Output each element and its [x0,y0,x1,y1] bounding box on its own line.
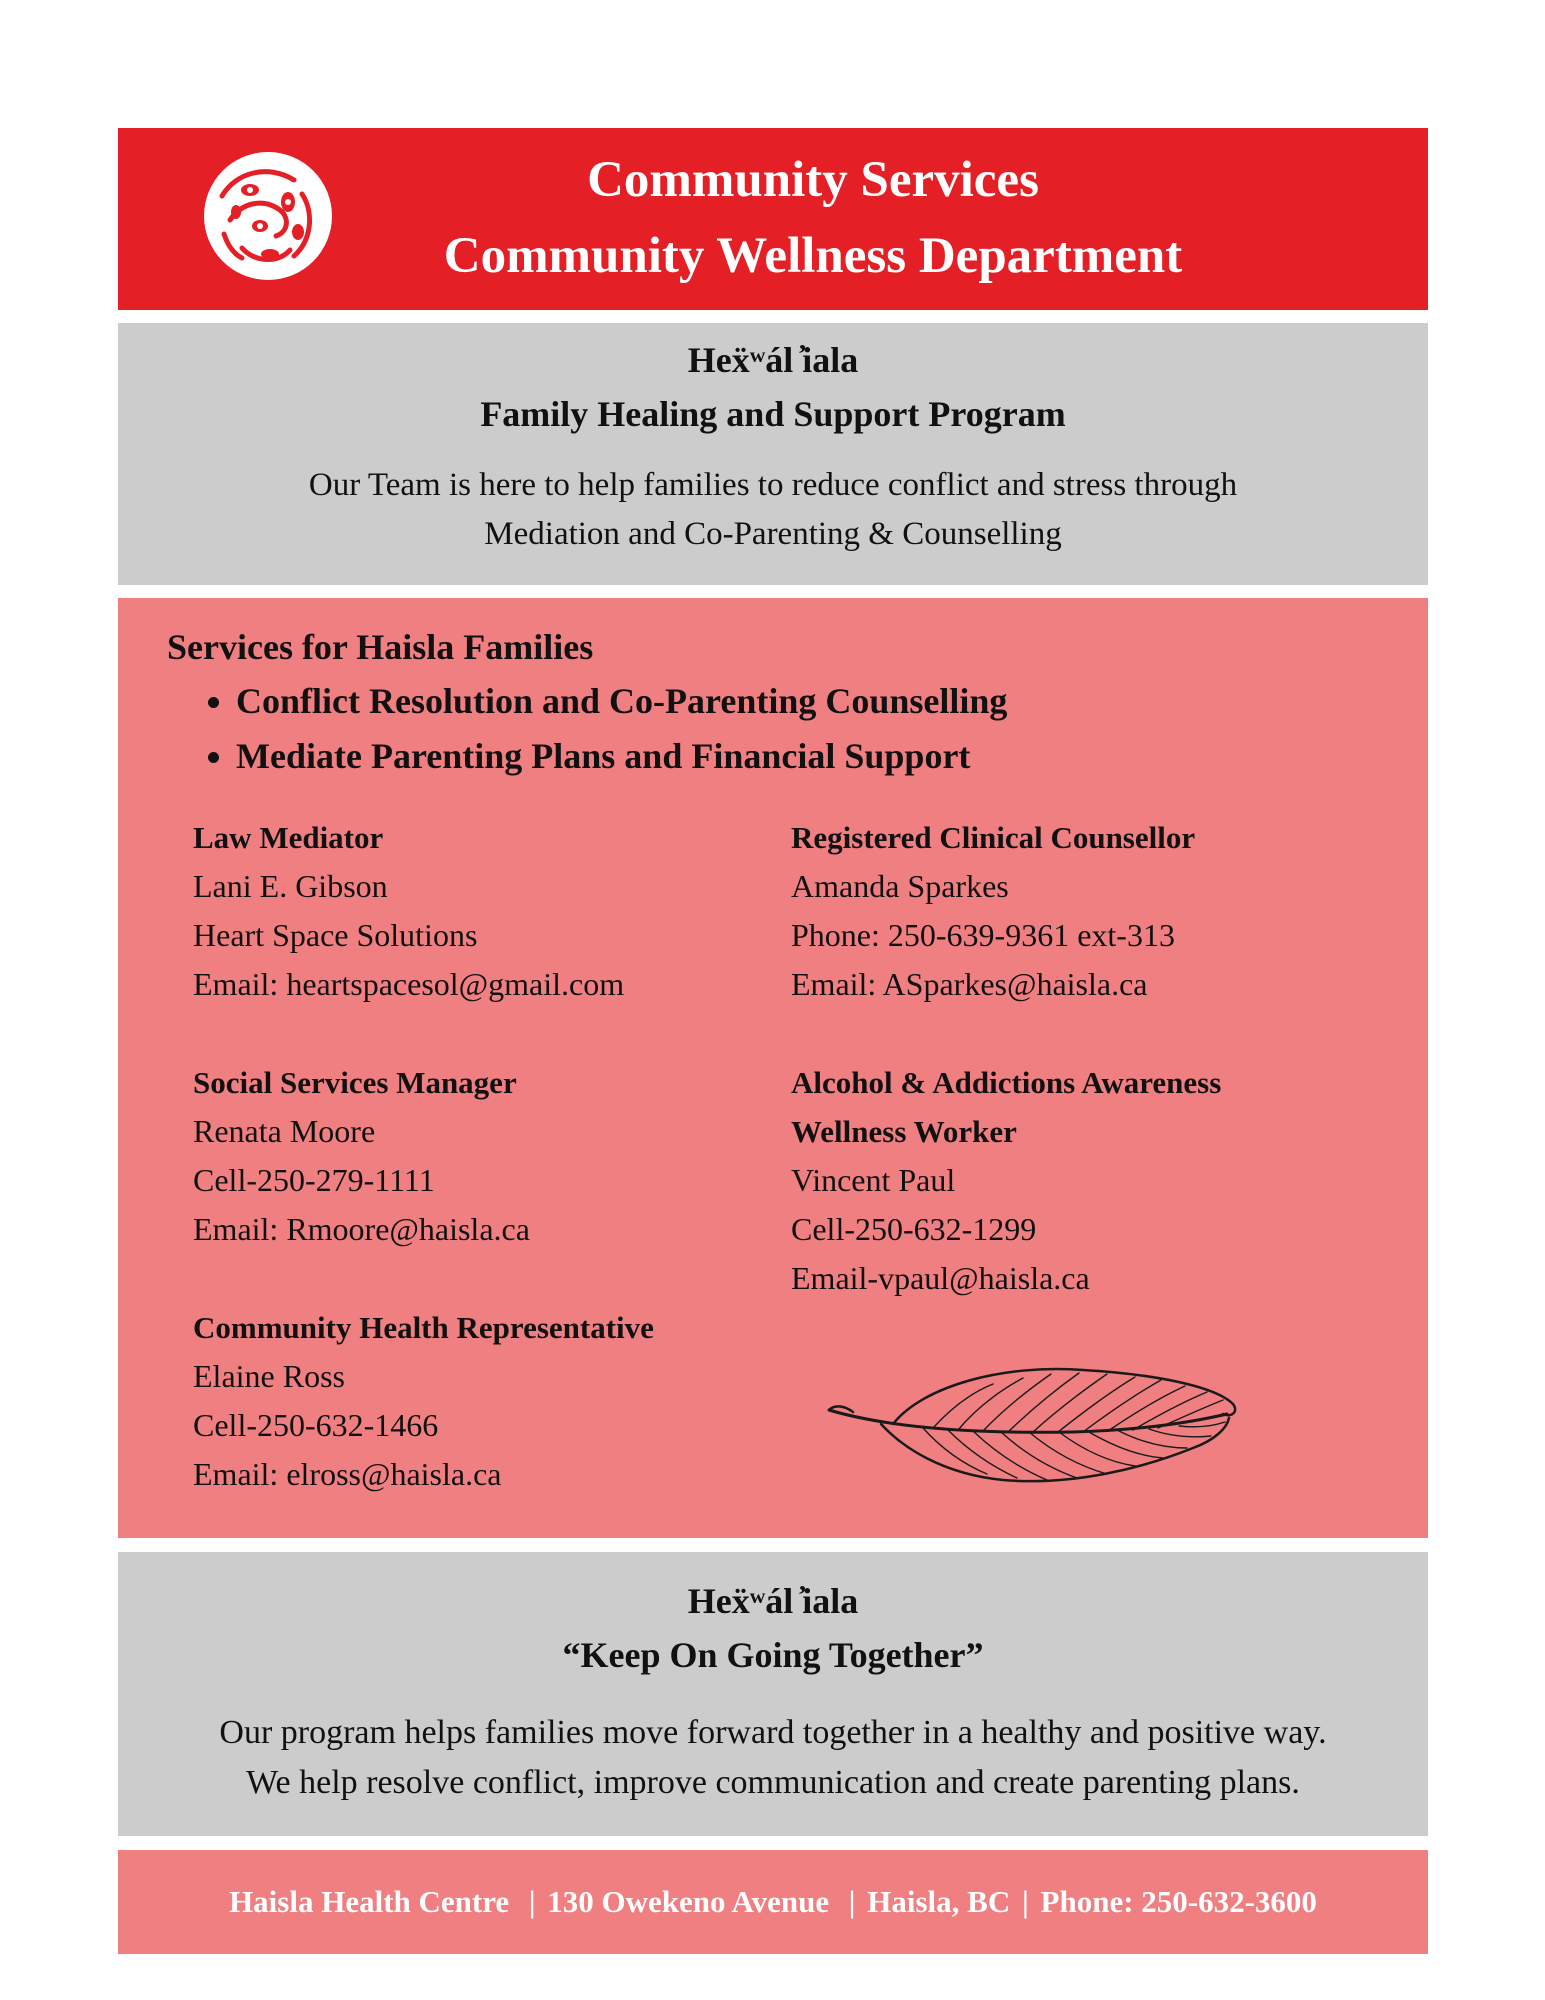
services-list-item: • Mediate Parenting Plans and Financial Support [236,729,1007,784]
contact-name: Renata Moore [193,1113,376,1149]
contact-name: Lani E. Gibson [193,868,388,904]
services-panel [118,598,1428,1538]
program-panel [118,323,1428,585]
header-title: Community Services [587,152,1039,208]
contact-cell: Cell-250-632-1466 [193,1407,439,1443]
program-desc-line: Mediation and Co-Parenting & Counselling [484,516,1062,552]
motto-native-name: Heẍʷál ̓iala [687,1581,859,1621]
contact-organization: Heart Space Solutions [193,917,478,953]
contact-email: Email: elross@haisla.ca [193,1456,502,1492]
contact-phone: Phone: 250-639-9361 ext-313 [791,917,1175,953]
program-desc-line: Our Team is here to help families to reduce conflict and stress through [308,467,1238,503]
motto-desc-line: We help resolve conflict, improve communication and create parenting plans. [246,1764,1300,1801]
services-list [188,674,1007,784]
footer-separator: | [840,1884,856,1919]
contact-role: Community Health Representative [193,1310,654,1345]
header-subtitle: Community Wellness Department [443,228,1183,284]
footer-bar [118,1850,1428,1954]
services-list-item: • Conflict Resolution and Co-Parenting Counselling [236,674,1007,729]
contact-role-continued: Wellness Worker [791,1114,1017,1149]
contact-law-mediator [193,813,624,1009]
footer-separator: | [1021,1884,1029,1919]
footer-address: 130 Owekeno Avenue [547,1884,830,1919]
contact-role: Alcohol & Addictions Awareness [791,1065,1222,1100]
footer-separator: | [520,1884,536,1919]
contact-email: Email-vpaul@haisla.ca [791,1260,1090,1296]
contact-email: Email: heartspacesol@gmail.com [193,966,625,1002]
footer-town: Haisla, BC [867,1884,1011,1919]
program-native-name: Heẍʷál ̓iala [687,340,859,380]
contact-name: Amanda Sparkes [791,868,1009,904]
feather-icon [823,1356,1243,1496]
contact-cell: Cell-250-279-1111 [193,1162,435,1198]
motto-tagline: “Keep On Going Together” [562,1635,984,1675]
program-name: Family Healing and Support Program [480,394,1066,434]
motto-panel [118,1552,1428,1836]
footer-place: Haisla Health Centre [229,1884,510,1919]
contact-cell: Cell-250-632-1299 [791,1211,1037,1247]
contact-clinical-counsellor [791,813,1195,1009]
contact-role: Registered Clinical Counsellor [791,820,1196,855]
contact-health-representative [193,1303,654,1499]
motto-desc-line: Our program helps families move forward together in a healthy and positive way. [219,1714,1327,1751]
contact-name: Vincent Paul [791,1162,956,1198]
services-heading: Services for Haisla Families [167,627,594,667]
contact-role: Law Mediator [193,820,384,855]
footer-phone: Phone: 250-632-3600 [1040,1884,1317,1919]
contact-role: Social Services Manager [193,1065,517,1100]
contact-name: Elaine Ross [193,1358,345,1394]
contact-email: Email: ASparkes@haisla.ca [791,966,1148,1002]
contact-email: Email: Rmoore@haisla.ca [193,1211,530,1247]
contact-wellness-worker [791,1058,1361,1303]
contact-social-services-manager [193,1058,530,1254]
header-banner [118,128,1428,310]
